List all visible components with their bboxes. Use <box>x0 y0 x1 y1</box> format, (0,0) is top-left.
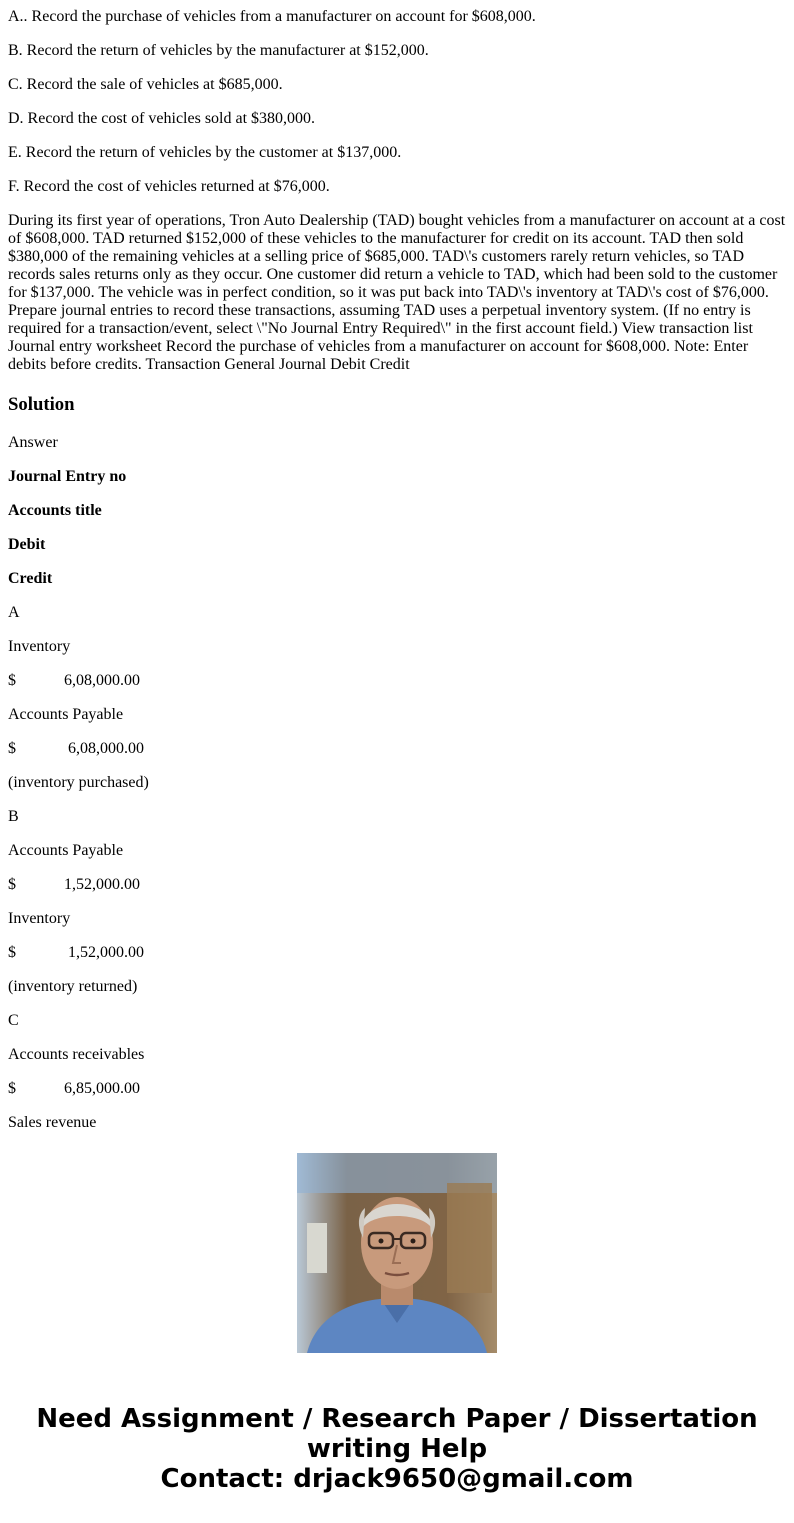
journal-line: $ 1,52,000.00 <box>8 944 144 961</box>
promo-text <box>0 1404 794 1494</box>
journal-line: B <box>8 808 19 825</box>
avatar-portrait <box>297 1153 497 1353</box>
task-d: D. Record the cost of vehicles sold at $380,000. <box>8 110 316 127</box>
task-b: B. Record the return of vehicles by the manufacturer at $152,000. <box>8 42 429 59</box>
journal-line: A <box>8 604 20 621</box>
promo-section <box>0 1122 794 1523</box>
task-f: F. Record the cost of vehicles returned at $76,000. <box>8 178 330 195</box>
journal-line: (inventory returned) <box>8 978 138 995</box>
document-content <box>8 8 787 1131</box>
journal-line: Inventory <box>8 910 71 927</box>
promo-contact: Contact: drjack9650@gmail.com <box>160 1464 634 1494</box>
journal-line: C <box>8 1012 19 1029</box>
journal-line: Sales revenue <box>8 1114 97 1131</box>
journal-line: $ 6,08,000.00 <box>8 672 140 689</box>
answer-label: Answer <box>8 434 58 451</box>
journal-line: $ 6,08,000.00 <box>8 740 144 757</box>
task-e: E. Record the return of vehicles by the customer at $137,000. <box>8 144 402 161</box>
header-entry-no: Journal Entry no <box>8 468 127 485</box>
task-c: C. Record the sale of vehicles at $685,000. <box>8 76 283 93</box>
journal-line: Accounts receivables <box>8 1046 145 1063</box>
journal-line: Accounts Payable <box>8 706 124 723</box>
promo-line-2: writing Help <box>306 1434 488 1464</box>
header-credit: Credit <box>8 570 53 587</box>
promo-line-1: Need Assignment / Research Paper / Dissertation <box>36 1404 758 1434</box>
header-accounts-title: Accounts title <box>8 502 102 519</box>
journal-line: (inventory purchased) <box>8 774 149 791</box>
journal-line: $ 1,52,000.00 <box>8 876 140 893</box>
journal-line: Accounts Payable <box>8 842 124 859</box>
solution-heading: Solution <box>8 394 75 415</box>
header-debit: Debit <box>8 536 46 553</box>
journal-line: Inventory <box>8 638 71 655</box>
task-a: A.. Record the purchase of vehicles from a manufacturer on account for $608,000. <box>8 8 536 25</box>
journal-line: $ 6,85,000.00 <box>8 1080 140 1097</box>
question-text: During its first year of operations, Tron Auto Dealership (TAD) bought vehicles from a manufacturer on account at a cost of $608,000. TAD returned $152,000 of these vehicles to the manufacturer for credit on its account. TAD then sold $380,000 of the remaining vehicles at a selling price of $685,000. TAD\'s customers rarely return vehicles, so TAD records sales returns only as they occur. One customer did return a vehicle to TAD, which had been sold to the customer for $137,000. The vehicle was in perfect condition, so it was put back into TAD\'s inventory at TAD\'s cost of $76,000. Prepare journal entries to record these transactions, assuming TAD uses a perpetual inventory system. (If no entry is required for a transaction/event, select \"No Journal Entry Required\" in the first account field.) View transaction list Journal entry worksheet Record the purchase of vehicles from a manufacturer on account for $608,000. Note: Enter debits before credits. Transaction General Journal Debit Credit <box>8 212 786 373</box>
avatar <box>297 1153 497 1353</box>
